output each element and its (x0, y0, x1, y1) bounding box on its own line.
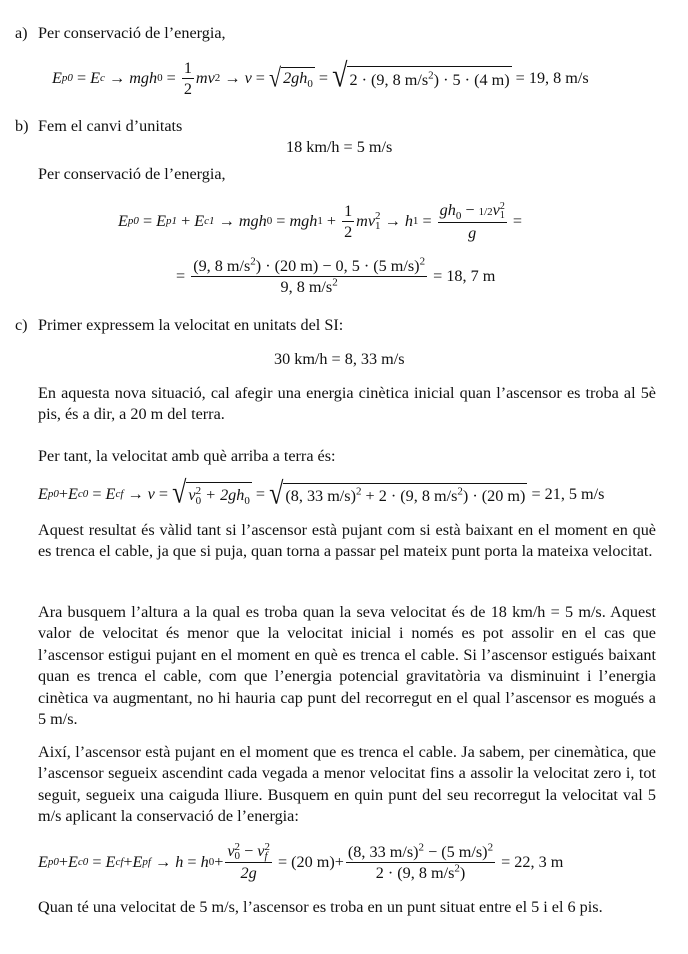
subscript: cf (115, 488, 124, 500)
operator: = (272, 211, 290, 230)
part-c-equation-2: E p0 + E c0 = E cf + E pf → h = h 0 + v 2 0 − v 2 f 2g = (20 m) + $\frac{(8, 33 m/s)^2 - (5 m/s)^2}{2 \cdot (9, 8 m/s^2)}$ = 22, 3 m (38, 841, 564, 883)
value: (20 m) (291, 852, 335, 871)
symbol: v (257, 841, 265, 860)
superscript: 2 (234, 841, 241, 854)
operator: = (183, 852, 201, 871)
symbol: E (38, 852, 48, 871)
operator: + (123, 852, 133, 871)
denominator: ) (459, 863, 466, 882)
operator: = (251, 484, 270, 503)
symbol: v (492, 200, 500, 219)
part-c-paragraph-4: Ara busquem l’altura a la qual es troba quan la seva velocitat és de 18 km/h = 5 m/s. Aquest valor de velocitat és menor que la velocitat inicial i només es pot assolir en el cas que l’ascensor estigui pujant en el moment en què es trenca el cable. Si l’ascensor estigués baixant quan es trenca el cable, com que l’energia potencial gravitatòria va disminuint i l’energia cinètica va augmentant, no hi hauria cap punt del recorregut en el qual l’ascensor es mogués a 5 m/s. (38, 603, 656, 729)
fraction-h1 (438, 201, 507, 242)
operator: = (273, 852, 292, 871)
subscript: 0 (307, 78, 313, 91)
symbol: h (200, 852, 209, 871)
subscript: c0 (77, 856, 89, 868)
subscript: 0 (244, 495, 250, 508)
result: 21, 5 m/s (544, 484, 605, 503)
subscript: p1 (166, 215, 178, 227)
numerator: 1 (183, 58, 192, 77)
part-c-paragraph-3: Aquest resultat és vàlid tant si l’ascensor està pujant com si està baixant en el moment en què es trenca el cable, ja que si puja, quan torna a passar pel mateix punt porta la mateixa velocitat. (38, 521, 656, 561)
subscript: p0 (47, 856, 59, 868)
operator: = (314, 68, 333, 87)
denominator: 2 · (9, 8 m/s (375, 863, 455, 882)
part-c-paragraph-2: Per tant, la velocitat amb què arriba a terra és: (38, 447, 336, 465)
superscript: 2 (457, 485, 463, 498)
superscript: 2 (499, 200, 505, 212)
symbol: v (227, 841, 235, 860)
symbol: h (404, 211, 413, 230)
arrow: → (123, 484, 148, 503)
part-c-paragraph-1: En aquesta nova situació, cal afegir una energia cinètica inicial quan l’ascensor es troba al 5è pis, és a dir, a 20 m del terra. (38, 384, 656, 424)
operator: = (88, 484, 106, 503)
numerator: 1 (344, 201, 353, 220)
symbol: + 2gh (201, 485, 245, 504)
symbol: v (147, 484, 155, 503)
sqrt: √ 2 · (9, 8 $m/s^2) \cdot 5 \cdot (4$ m) (332, 57, 510, 95)
operator: = (497, 852, 515, 871)
symbol: mv (356, 211, 376, 230)
operator: = (527, 484, 545, 503)
superscript: 2 (195, 485, 202, 498)
superscript: 2 (250, 255, 256, 268)
operator: − (461, 200, 479, 219)
subscript: p0 (61, 72, 73, 84)
fraction-velocity (225, 842, 272, 882)
symbol: E (132, 852, 143, 871)
part-c-label: c) (15, 316, 28, 334)
operator: + (334, 852, 344, 871)
subscript: 0 (455, 209, 462, 222)
denominator: 9, 8 m/s (280, 277, 333, 296)
sqrt: √ v 2 0 + $2gh_0$ (172, 474, 250, 510)
symbol: E (52, 68, 62, 87)
sqrt: √ $2gh_0$ (268, 62, 313, 93)
symbol: mgh (238, 211, 267, 230)
radicand: (8, 33 m/s) (285, 486, 356, 505)
symbol: g (468, 223, 477, 242)
superscript: 2 (418, 841, 425, 854)
superscript: 2 (419, 255, 426, 268)
numerator: (9, 8 m/s (193, 256, 251, 275)
operator: = (511, 68, 529, 87)
denominator: 2 (183, 79, 192, 98)
subscript: 1 (375, 220, 381, 232)
radicand: + 2 · (9, 8 m/s (361, 486, 458, 505)
subscript: c (100, 72, 105, 84)
operator: = (154, 484, 173, 503)
operator: = (88, 852, 106, 871)
operator: + (322, 211, 341, 230)
superscript: 2 (332, 276, 338, 289)
operator: = (508, 211, 522, 230)
symbol: E (118, 211, 128, 230)
symbol: E (68, 484, 78, 503)
arrow: → (214, 211, 239, 230)
operator: = (162, 68, 180, 87)
result: 18, 7 m (446, 266, 496, 285)
symbol: E (38, 484, 48, 503)
fraction-half (182, 59, 194, 98)
part-a-intro: Per conservació de l’energia, (38, 24, 226, 42)
half: 1/2 (478, 205, 493, 218)
part-c-conversion: 30 km/h = 8, 33 m/s (274, 350, 405, 368)
subscript: p0 (47, 488, 59, 500)
operator: − (240, 841, 258, 860)
superscript: 2 (355, 485, 362, 498)
symbol: v (244, 68, 252, 87)
part-b-equation-2 (176, 251, 495, 301)
subscript: c0 (77, 488, 89, 500)
superscript: 2 (375, 210, 381, 222)
subscript: 1 (499, 209, 505, 221)
subscript: p0 (127, 215, 139, 227)
result: 19, 8 m/s (528, 68, 589, 87)
part-a-equation: E p0 = E c → mgh 0 = $\frac{1}{2}$ mv 2 → v = √ $2gh_0$ = √ 2 · (9, 8 $m/s^2) \cdot 5 \cdot (4$ m) = 19, 8 m/s (52, 57, 589, 98)
symbol: mv (195, 68, 215, 87)
subscript: 0 (234, 850, 241, 863)
part-b-label: b) (15, 117, 29, 135)
radicand: 2gh (283, 69, 308, 87)
symbol: E (105, 484, 116, 503)
fraction-height-value (346, 843, 495, 882)
symbol: E (90, 68, 101, 87)
fraction-half (342, 202, 354, 241)
operator: + (58, 852, 69, 871)
superscript: 2 (454, 862, 460, 875)
symbol: gh (439, 200, 456, 219)
part-b-conversion: 18 km/h = 5 m/s (286, 138, 393, 156)
symbol: mgh (129, 68, 158, 87)
part-b-equation-1: E p0 = E p1 + E c1 → mgh 0 = mgh 1 + $\frac{1}{2}$ mv 2 1 → h 1 = $gh_0 - 1/2v$ 2 1 g = (118, 200, 522, 242)
radicand: 2 · (9, 8 m/s (349, 71, 429, 89)
symbol: E (194, 211, 205, 230)
operator: + (58, 484, 69, 503)
sqrt: √ (8, 33 m/s)$^2$ + 2 · (9, 8 $m/s^2) \cdot (20$ m) (269, 475, 526, 511)
superscript: 2 (264, 841, 270, 854)
part-c-equation-1 (38, 476, 604, 512)
symbol: E (156, 211, 167, 230)
subscript: 0 (195, 495, 202, 508)
operator: + (177, 211, 195, 230)
symbol: mgh (289, 211, 318, 230)
operator: = (418, 211, 436, 230)
part-a-label: a) (15, 24, 28, 42)
result: 22, 3 m (514, 852, 564, 871)
operator: = (72, 68, 91, 87)
operator: = (138, 211, 157, 230)
numerator: ) · (20 m) − 0, 5 · (5 m/s) (255, 256, 420, 275)
arrow: → (150, 852, 176, 871)
symbol: v (188, 485, 196, 504)
symbol: 2g (240, 864, 257, 883)
arrow: → (380, 211, 405, 230)
part-c-paragraph-6: Quan té una velocitat de 5 m/s, l’ascensor es troba en un punt situat entre el 5 i el 6 pis. (38, 898, 603, 916)
fraction-h1-value (191, 257, 427, 296)
subscript: f (264, 850, 268, 863)
superscript: 2 (428, 69, 434, 82)
subscript: c1 (204, 215, 215, 227)
symbol: h (175, 852, 184, 871)
part-c-intro: Primer expressem la velocitat en unitats del SI: (38, 316, 344, 334)
operator: + (214, 852, 224, 871)
operator: = (429, 266, 447, 285)
symbol: E (68, 852, 78, 871)
arrow: → (104, 68, 130, 87)
superscript: 2 (487, 841, 494, 854)
part-c-paragraph-5: Així, l’ascensor està pujant en el moment que es trenca el cable. Ja sabem, per cinemàtica, que l’ascensor segueix ascendint cada vegada a menor velocitat fins a assolir la velocitat zero i, tot seguit, segueix una caiguda lliure. Busquem en quin punt del seu recorregut la velocitat val 5 m/s aplicant la conservació de l’energia: (38, 743, 656, 826)
operator: = (251, 68, 269, 87)
part-b-intro2: Per conservació de l’energia, (38, 165, 226, 183)
radicand: ) · 5 · (4 m) (433, 71, 510, 89)
operator: = (176, 266, 190, 285)
arrow: → (220, 68, 245, 87)
denominator: 2 (344, 222, 353, 241)
radicand: ) · (20 m) (462, 486, 526, 505)
subscript: pf (142, 856, 151, 868)
part-b-intro: Fem el canvi d’unitats (38, 117, 183, 135)
subscript: cf (115, 856, 124, 868)
symbol: E (105, 852, 116, 871)
numerator: − (5 m/s) (424, 842, 488, 861)
numerator: (8, 33 m/s) (347, 842, 419, 861)
